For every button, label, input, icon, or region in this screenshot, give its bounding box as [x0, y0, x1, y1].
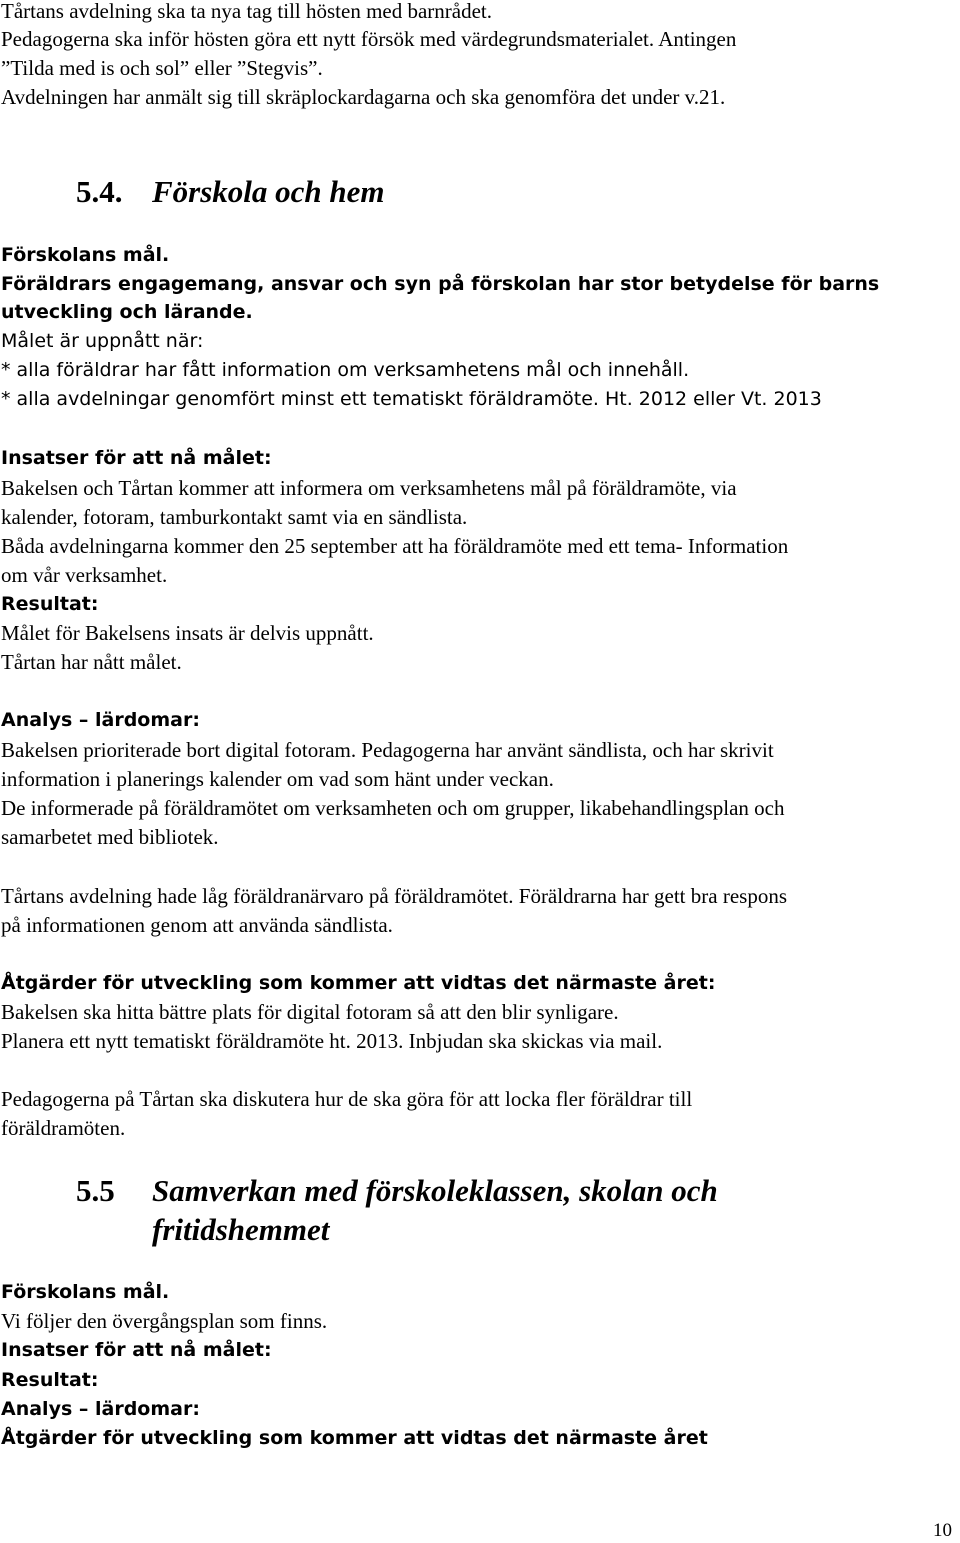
analysis-line: Tårtans avdelning hade låg föräldranärvaro på föräldramötet. Föräldrarna har gett bra respons: [1, 884, 787, 908]
result-line: Målet för Bakelsens insats är delvis uppnått.: [1, 621, 374, 645]
goal-text: utveckling och lärande.: [1, 301, 253, 323]
section-number: 5.5: [76, 1173, 115, 1208]
analysis-line: information i planerings kalender om vad som hänt under veckan.: [1, 767, 554, 791]
criteria-line: * alla avdelningar genomfört minst ett tematiskt föräldramöte. Ht. 2012 eller Vt. 2013: [1, 388, 822, 410]
criteria-line: Målet är uppnått när:: [1, 330, 204, 352]
goal-label: Förskolans mål.: [1, 244, 170, 266]
analysis-line: på informationen genom att använda sändlista.: [1, 913, 393, 937]
actions-line: Båda avdelningarna kommer den 25 september att ha föräldramöte med ett tema- Information: [1, 534, 789, 558]
intro-line: ”Tilda med is och sol” eller ”Stegvis”.: [1, 56, 323, 80]
actions-line: kalender, fotoram, tamburkontakt samt via en sändlista.: [1, 505, 468, 529]
page-number: 10: [933, 1520, 952, 1541]
section-heading: Förskola och hem: [152, 174, 385, 209]
measures-label: Åtgärder för utveckling som kommer att vidtas det närmaste året: [1, 1427, 708, 1449]
analysis-label: Analys – lärdomar:: [1, 709, 200, 731]
measures-line: föräldramöten.: [1, 1116, 126, 1140]
goal-label: Förskolans mål.: [1, 1281, 170, 1303]
result-line: Tårtan har nått målet.: [1, 650, 182, 674]
actions-line: Bakelsen och Tårtan kommer att informera om verksamhetens mål på föräldramöte, via: [1, 476, 737, 500]
measures-line: Bakelsen ska hitta bättre plats för digital fotoram så att den blir synligare.: [1, 1000, 619, 1024]
result-label: Resultat:: [1, 593, 99, 615]
criteria-line: * alla föräldrar har fått information om verksamhetens mål och innehåll.: [1, 359, 690, 381]
actions-label: Insatser för att nå målet:: [1, 1339, 272, 1361]
intro-line: Tårtans avdelning ska ta nya tag till hösten med barnrådet.: [1, 0, 493, 23]
measures-line: Planera ett nytt tematiskt föräldramöte ht. 2013. Inbjudan ska skickas via mail.: [1, 1029, 663, 1053]
analysis-line: samarbetet med bibliotek.: [1, 825, 219, 849]
intro-line: Pedagogerna ska inför hösten göra ett nytt försök med värdegrundsmaterialet. Antingen: [1, 27, 737, 51]
analysis-line: De informerade på föräldramötet om verksamheten och om grupper, likabehandlingsplan och: [1, 796, 785, 820]
section-heading: Samverkan med förskoleklassen, skolan och: [152, 1173, 718, 1208]
analysis-line: Bakelsen prioriterade bort digital fotoram. Pedagogerna har använt sändlista, och har skrivit: [1, 738, 774, 762]
goal-text: Vi följer den övergångsplan som finns.: [1, 1309, 328, 1333]
measures-line: Pedagogerna på Tårtan ska diskutera hur de ska göra för att locka fler föräldrar till: [1, 1087, 693, 1111]
actions-line: om vår verksamhet.: [1, 563, 168, 587]
analysis-label: Analys – lärdomar:: [1, 1398, 200, 1420]
actions-label: Insatser för att nå målet:: [1, 447, 272, 469]
result-label: Resultat:: [1, 1369, 99, 1391]
section-number: 5.4.: [76, 174, 123, 209]
goal-text: Föräldrars engagemang, ansvar och syn på förskolan har stor betydelse för barns: [1, 273, 880, 295]
intro-line: Avdelningen har anmält sig till skräplockardagarna och ska genomföra det under v.21.: [1, 85, 726, 109]
measures-label: Åtgärder för utveckling som kommer att vidtas det närmaste året:: [1, 972, 716, 994]
section-heading-cont: fritidshemmet: [152, 1212, 330, 1247]
